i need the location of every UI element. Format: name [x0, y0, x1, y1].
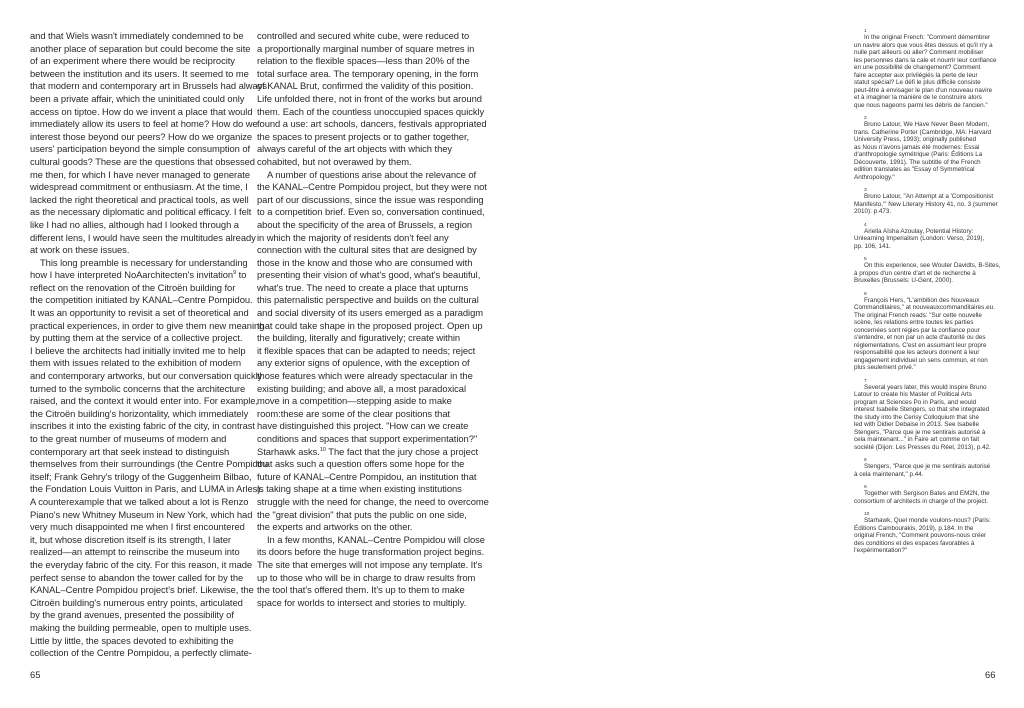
- text-line: à propos d'un centre d'art et de recherche à: [854, 269, 976, 277]
- text-line: scène, les relations entre toutes les parties: [854, 319, 974, 326]
- text-line: collection of the Centre Pompidou, a perfectly climate-: [30, 647, 252, 659]
- text-line: as the necessary diplomatic and political efficacy. I felt: [30, 206, 252, 218]
- text-line: another place of separation but could become the site: [30, 42, 251, 54]
- text-line: connection with the cultural sites that are designed by: [257, 244, 477, 256]
- page-number-right: 66: [985, 669, 996, 680]
- text-line: turned to the symbolic concerns that the architecture: [30, 382, 246, 394]
- text-line: and that Wiels wasn't immediately condemned to be: [30, 30, 244, 41]
- left-page-column-2: [257, 30, 489, 609]
- text-line: them. Each of the countless unoccupied spaces quickly: [257, 105, 485, 117]
- text-line: at work on these issues.: [30, 244, 130, 256]
- text-line: Stengers, "Parce que je me sentirais autorisé: [864, 463, 991, 470]
- text-line: que nous nageons parmi les débris de l'ancien.": [854, 101, 988, 109]
- footnote: [854, 512, 996, 555]
- text-line: les personnes dans la cale et nourrir leur confiance: [854, 56, 997, 64]
- footnote-number: 9: [864, 485, 867, 490]
- text-line: its doors before the huge transformation project begins.: [257, 546, 485, 558]
- text-line: KANAL–Centre Pompidou project's brief. Likewise, the: [30, 584, 254, 596]
- footnote-reference: 9: [233, 270, 237, 277]
- text-line: engagement individuel un sens commun, et non: [854, 356, 988, 364]
- text-line: Unlearning Imperialism (London: Verso, 2019),: [854, 235, 985, 242]
- text-line: the study into the Cerisy Colloquium that she: [854, 413, 979, 421]
- text-line: Ariella Aïsha Azoulay, Potential History:: [864, 227, 974, 235]
- text-line: widespread commitment or enthusiasm. At the time, I: [30, 181, 248, 193]
- text-line: the everyday fabric of the city. For this reason, it made: [30, 558, 253, 570]
- text-line: presenting their vision of what's good, what's beautiful,: [257, 269, 481, 281]
- text-line: société (Dijon: Les Presses du Réel, 2013), p.42.: [854, 443, 991, 451]
- text-line: those features which were already spectacular in the: [257, 370, 473, 382]
- text-line: perfect sense to abandon the tower called for by the: [30, 571, 244, 583]
- text-line: interest Isabelle Stengers, so that she integrated: [854, 406, 990, 413]
- text-segment: Starhawk asks.: [257, 445, 320, 457]
- text-line: realized—an attempt to reinscribe the museum into: [30, 546, 240, 558]
- text-line: by putting them at the service of a collective project.: [30, 332, 243, 344]
- text-line: responsabilité que les acteurs donnent à leur: [854, 349, 980, 356]
- text-line: themselves from their surroundings (the Centre Pompidou: [30, 458, 268, 470]
- footnote: [854, 188, 996, 216]
- text-line: practical experiences, in order to give them new meaning: [30, 319, 265, 331]
- text-line: s'entendre, et non par un acte d'autorité ou des: [854, 334, 986, 341]
- text-line: en une possibilité de changement? Comment: [854, 64, 981, 71]
- text-segment: to: [236, 269, 247, 281]
- text-line: the competition initiated by KANAL–Centre Pompidou.: [30, 294, 253, 306]
- text-line: I believe the architects had initially invited me to help: [30, 344, 246, 356]
- footnote-number: 1: [864, 29, 867, 34]
- footnote: [854, 257, 1001, 285]
- text-line: et à imaginer la manière de le construire alors: [854, 94, 982, 101]
- text-line: raised, and the context it would enter into. For example,: [30, 395, 259, 407]
- text-line: Together with Sergison Bates and EM2N, the: [864, 490, 990, 497]
- text-line: like I had no allies, although had I looked through a: [30, 218, 239, 230]
- text-segment: how I have interpreted NoAarchitecten's invitation: [30, 269, 234, 281]
- text-line: nulle part ailleurs où aller? Comment mobiliser: [854, 49, 984, 56]
- paragraph: [257, 533, 485, 610]
- text-line: those in the know and those who are consumed with: [257, 256, 473, 268]
- text-line: cultural goods? These are the questions that obsessed: [30, 155, 255, 167]
- text-line: peut-être à envisager le plan d'un nouveau navire: [854, 86, 993, 94]
- text-line: The site that emerges will not impose any template. It's: [257, 558, 483, 570]
- text-line: cela maintenant..." in Faire art comme on fait: [854, 436, 980, 443]
- text-line: consortium of architects in charge of the project.: [854, 497, 989, 505]
- text-line: cohabited, but not overawed by them.: [257, 155, 412, 167]
- text-line: by the grand avenues, presented the possibility of: [30, 609, 234, 621]
- text-line: Manifesto,'" New Literary History 41, no. 3 (summer: [854, 200, 998, 208]
- footnote-number: 8: [864, 458, 867, 463]
- text-line: is taking shape at a time when existing institutions: [257, 483, 462, 495]
- text-line: and social diversity of its users emerged as a paradigm: [257, 307, 484, 319]
- text-line: very much disappointed me when I first encountered: [30, 521, 245, 533]
- text-line: controlled and secured white cube, were reduced to: [257, 30, 470, 41]
- text-line: part of our discussions, since the issue was responding: [257, 193, 484, 205]
- text-segment: The fact that the jury chose a project: [325, 445, 479, 457]
- text-line: Anthropology.": [854, 173, 895, 181]
- page-number-left: 65: [30, 669, 41, 680]
- footnote-reference: 10: [319, 446, 326, 453]
- text-line: inscribes it into the existing fabric of the city, in contrast: [30, 420, 255, 432]
- text-line: and contemporary artworks, but our conversation quickly: [30, 370, 263, 382]
- text-line: Little by little, the spaces devoted to exhibiting the: [30, 634, 234, 646]
- text-line: itself; Frank Gehry's trilogy of the Guggenheim Bilbao,: [30, 470, 252, 482]
- paragraph: [257, 168, 489, 534]
- text-line: d'anthropologie symétrique (Paris: Éditions La: [854, 151, 983, 158]
- text-line: Several years later, this would inspire Bruno: [864, 383, 987, 391]
- text-line: the building, literally and figuratively; create within: [257, 332, 461, 344]
- text-line: concernées sont régies par la confiance pour: [854, 326, 980, 334]
- text-line: between the institution and its users. It seemed to me: [30, 67, 249, 79]
- text-line: faire accepter aux privilégiés la perte de leur: [854, 71, 978, 79]
- text-line: This long preamble is necessary for understanding: [40, 256, 248, 268]
- text-line: Citroën building's numerous entry points, articulated: [30, 596, 243, 608]
- footnote-number: 10: [864, 512, 870, 517]
- text-line: existing building; and above all, a most paradoxical: [257, 382, 466, 394]
- footnote-number: 7: [864, 378, 867, 384]
- text-line: the "great division" that puts the public on one side,: [257, 508, 467, 520]
- text-line: to the great number of museums of modern and: [30, 433, 227, 444]
- text-line: relation to the flexible spaces—less than 20% of the: [257, 55, 470, 67]
- text-line: conditions and spaces that support experimentation?": [257, 433, 478, 444]
- footnote: [854, 485, 996, 505]
- footnote-number: 3: [864, 188, 867, 193]
- text-line: it, but whose discretion itself is its strength, I later: [30, 533, 231, 545]
- text-line: struggle with the need for change, the need to overcome: [257, 495, 489, 507]
- text-line: found a use: art schools, dancers, festivals appropriated: [257, 118, 487, 130]
- text-line: Découverte, 1991). The subtitle of the French: [854, 158, 981, 166]
- text-line: the tool that's offered them. It's up to them to make: [257, 584, 465, 596]
- text-line: interest those beyond our peers? How do we organize: [30, 130, 253, 142]
- text-line: University Press, 1993); originally published: [854, 136, 977, 143]
- footnote-number: 6: [864, 291, 867, 297]
- text-line: [257, 446, 482, 459]
- text-line: up to those who will be in charge to draw results from: [257, 571, 476, 583]
- text-line: Life unfolded there, not in front of the works but around: [257, 92, 482, 104]
- text-line: led with Didier Debaise in 2013. See Isabelle: [854, 421, 979, 428]
- text-line: plus seulement privé.": [854, 364, 916, 371]
- footnote-number: 2: [864, 116, 867, 121]
- text-line: to a competition brief. Even so, conversation continued,: [257, 206, 485, 218]
- text-line: François Hers, "L'ambition des Nouveaux: [864, 296, 980, 304]
- text-line: Commanditaires," at nouveauxcommanditaires.eu.: [854, 304, 995, 311]
- footnotes: [854, 29, 1001, 562]
- footnote: [854, 458, 996, 478]
- paragraph: [30, 256, 268, 660]
- text-line: the experts and artworks on the other.: [257, 521, 413, 533]
- text-line: statut spécial? Le défi le plus difficile consiste: [854, 79, 981, 86]
- text-line: A counterexample that we talked about a lot is Renzo: [30, 495, 249, 507]
- footnote: [854, 292, 996, 372]
- text-line: 2010): p.473.: [854, 208, 892, 215]
- text-line: Bruxelles (Brussels: U-Gent, 2000).: [854, 277, 954, 284]
- text-line: réglementations. C'est en assumant leur propre: [854, 341, 987, 349]
- text-line: me then, for which I have never managed to generate: [30, 168, 250, 180]
- text-line: in which the majority of residents don't feel any: [257, 231, 449, 243]
- text-line: move in a competition—stepping aside to make: [257, 395, 452, 407]
- text-line: them with issues related to the exhibition of modern: [30, 357, 242, 369]
- text-line: making the building permeable, open to multiple uses.: [30, 621, 252, 633]
- footnote: [854, 379, 996, 452]
- text-line: Piano's new Whitney Museum in New York, which had: [30, 508, 253, 520]
- text-line: A number of questions arise about the relevance of: [267, 168, 477, 180]
- text-line: the KANAL–Centre Pompidou project, but they were not: [257, 181, 487, 193]
- text-line: The original French reads: "Sur cette nouvelle: [854, 311, 982, 319]
- text-line: that modern and contemporary art in Brussels had always: [30, 80, 267, 92]
- footnote: [854, 223, 996, 251]
- text-line: Bruno Latour, We Have Never Been Modern,: [864, 121, 990, 128]
- text-line: pp. 106, 141.: [854, 242, 891, 250]
- text-line: users' participation beyond the simple consumption of: [30, 143, 251, 155]
- text-line: reflect on the renovation of the Citroën building for: [30, 281, 236, 293]
- text-line: different lens, I would have seen the multitudes already: [30, 231, 256, 243]
- text-line: of KANAL Brut, confirmed the validity of this position.: [257, 80, 474, 92]
- paragraph: [30, 30, 267, 257]
- text-line: [30, 269, 255, 282]
- text-line: It was an opportunity to revisit a set of theoretical and: [30, 307, 249, 319]
- text-line: a proportionally marginal number of square metres in: [257, 42, 475, 54]
- text-line: room:these are some of the clear positions that: [257, 407, 451, 419]
- text-line: that asks such a question offers some hope for the: [257, 458, 465, 470]
- text-line: lacked the right theoretical and practical tools, as well: [30, 193, 249, 205]
- text-line: In a few months, KANAL–Centre Pompidou will close: [267, 533, 485, 545]
- text-line: contemporary art that seek instead to distinguish: [30, 445, 230, 457]
- text-line: edition translates as "Essay of Symmetrical: [854, 166, 975, 173]
- text-line: been a private affair, which the uninitiated could only: [30, 92, 245, 104]
- text-line: immediately allow its users to feel at home? How do we: [30, 118, 258, 130]
- footnote: [854, 29, 996, 109]
- text-line: original French, "Comment pouvons-nous créer: [854, 532, 987, 539]
- text-line: future of KANAL–Centre Pompidou, an institution that: [257, 470, 477, 482]
- text-line: total surface area. The temporary opening, in the form: [257, 67, 479, 79]
- left-page-column-1: [30, 30, 268, 660]
- footnote-number: 4: [864, 222, 867, 228]
- text-line: On this experience, see Wouter Davidts, B-Sites,: [864, 262, 1001, 269]
- text-line: trans. Catherine Porter (Cambridge, MA: Harvard: [854, 128, 992, 136]
- text-line: any exterior signs of opulence, with the exception of: [257, 357, 470, 369]
- text-line: that could take shape in the proposed project. Open up: [257, 319, 483, 331]
- text-line: Bruno Latour, "An Attempt at a 'Compositionist: [864, 193, 994, 200]
- text-line: about the specificity of the area of Brussels, a region: [257, 218, 473, 230]
- text-line: it flexible spaces that can be adapted to needs; reject: [257, 344, 476, 356]
- text-line: always careful of the art objects with which they: [257, 143, 453, 155]
- text-line: Stengers, "Parce que je me sentirais autorisé à: [854, 428, 986, 436]
- text-line: à cela maintenant," p.44.: [854, 470, 924, 478]
- text-line: un navire alors que vous êtes dessus et qu'il n'y a: [854, 41, 993, 49]
- text-line: of an experiment where there would be reciprocity: [30, 55, 235, 67]
- text-line: the spaces to present projects or to gather together,: [257, 130, 470, 142]
- text-line: have distinguished this project. "How can we create: [257, 420, 469, 432]
- footnote-number: 5: [864, 257, 867, 262]
- text-line: des conditions et des espaces favorables à: [854, 539, 975, 547]
- text-line: as Nous n'avons jamais été modernes: Essai: [854, 143, 980, 151]
- text-line: this paternalistic perspective and builds on the cultural: [257, 294, 479, 306]
- text-line: Éditions Cambourakis, 2019), p.184. In the: [854, 524, 974, 532]
- text-line: what's true. The need to create a place that upturns: [257, 281, 469, 293]
- text-line: access on tiptoe. How do we invent a place that would: [30, 105, 253, 117]
- text-line: l'expérimentation?": [854, 547, 908, 554]
- text-line: Starhawk, Quel monde voulons-nous? (Paris:: [864, 517, 991, 524]
- text-line: In the original French: "Comment démembrer: [864, 34, 991, 41]
- text-line: space for worlds to intersect and stories to multiply.: [257, 596, 467, 608]
- text-line: Latour to create his Master of Political Arts: [854, 391, 972, 398]
- footnote: [854, 116, 996, 181]
- paragraph: [257, 30, 487, 169]
- text-line: the Fondation Louis Vuitton in Paris, and LUMA in Arles).: [30, 483, 263, 495]
- text-line: the Citroën building's horizontality, which immediately: [30, 407, 249, 419]
- text-line: program at Sciences Po in Paris, and would: [854, 398, 977, 406]
